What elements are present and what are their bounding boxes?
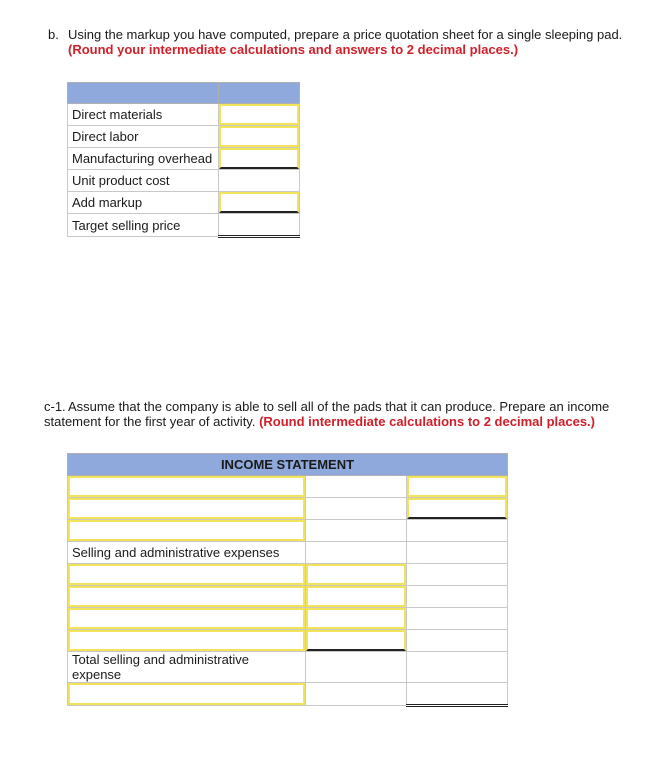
row-label: Unit product cost [68, 170, 219, 192]
part-c1-instruction: (Round intermediate calculations to 2 decimal places.) [259, 414, 595, 429]
line-item-label-input[interactable] [68, 476, 305, 497]
row-label: Target selling price [68, 214, 219, 237]
net-income-label-input[interactable] [68, 683, 305, 705]
table-row [68, 608, 508, 630]
direct-labor-input[interactable] [219, 126, 299, 147]
income-statement-title: INCOME STATEMENT [68, 454, 508, 476]
table-row [68, 542, 508, 564]
table-row [68, 520, 508, 542]
expense-label-input[interactable] [68, 586, 305, 607]
row-label: Manufacturing overhead [68, 148, 219, 170]
manufacturing-overhead-input[interactable] [219, 148, 299, 169]
part-b-label: b. [48, 27, 59, 42]
net-income-value [407, 683, 508, 706]
table-header-row [68, 83, 300, 104]
expense-label-input[interactable] [68, 630, 305, 651]
table-row [68, 564, 508, 586]
table-row [68, 104, 300, 126]
row-label: Direct labor [68, 126, 219, 148]
table-row [68, 586, 508, 608]
part-c1-label: c-1. [44, 399, 66, 414]
table-row [68, 126, 300, 148]
line-item-amount-input[interactable] [407, 476, 507, 497]
expense-label-input[interactable] [68, 564, 305, 585]
table-row [68, 498, 508, 520]
row-label: Add markup [68, 192, 219, 214]
price-quotation-table [67, 82, 300, 238]
table-row [68, 148, 300, 170]
expense-amount-input[interactable] [306, 608, 406, 629]
part-c1-question [44, 399, 644, 429]
expense-amount-input[interactable] [306, 586, 406, 607]
table-row [68, 192, 300, 214]
selling-admin-label: Selling and administrative expenses [68, 542, 306, 564]
table-row [68, 476, 508, 498]
line-item-label-input[interactable] [68, 498, 305, 519]
part-c1-question-text: Assume that the company is able to sell all of the pads that it can produce. Prepare an income statement for the first year of activity. [44, 399, 610, 429]
line-item-amount-input[interactable] [407, 498, 507, 519]
table-header-row [68, 454, 508, 476]
table-row [68, 170, 300, 192]
line-item-label-input[interactable] [68, 520, 305, 541]
add-markup-input[interactable] [219, 192, 299, 213]
table-row [68, 630, 508, 652]
row-label: Direct materials [68, 104, 219, 126]
table-row [68, 652, 508, 683]
expense-label-input[interactable] [68, 608, 305, 629]
table-row [68, 683, 508, 706]
income-statement-table [67, 453, 508, 707]
expense-amount-input[interactable] [306, 630, 406, 651]
target-selling-price-value [219, 214, 300, 237]
part-b-question-text: Using the markup you have computed, prepare a price quotation sheet for a single sleeping pad. [68, 27, 623, 42]
part-b-question [48, 27, 648, 57]
expense-amount-input[interactable] [306, 564, 406, 585]
unit-product-cost-value [219, 170, 300, 192]
total-selling-admin-label: Total selling and administrative expense [68, 652, 306, 683]
table-row [68, 214, 300, 237]
part-b-instruction: (Round your intermediate calculations and answers to 2 decimal places.) [68, 42, 519, 57]
direct-materials-input[interactable] [219, 104, 299, 125]
